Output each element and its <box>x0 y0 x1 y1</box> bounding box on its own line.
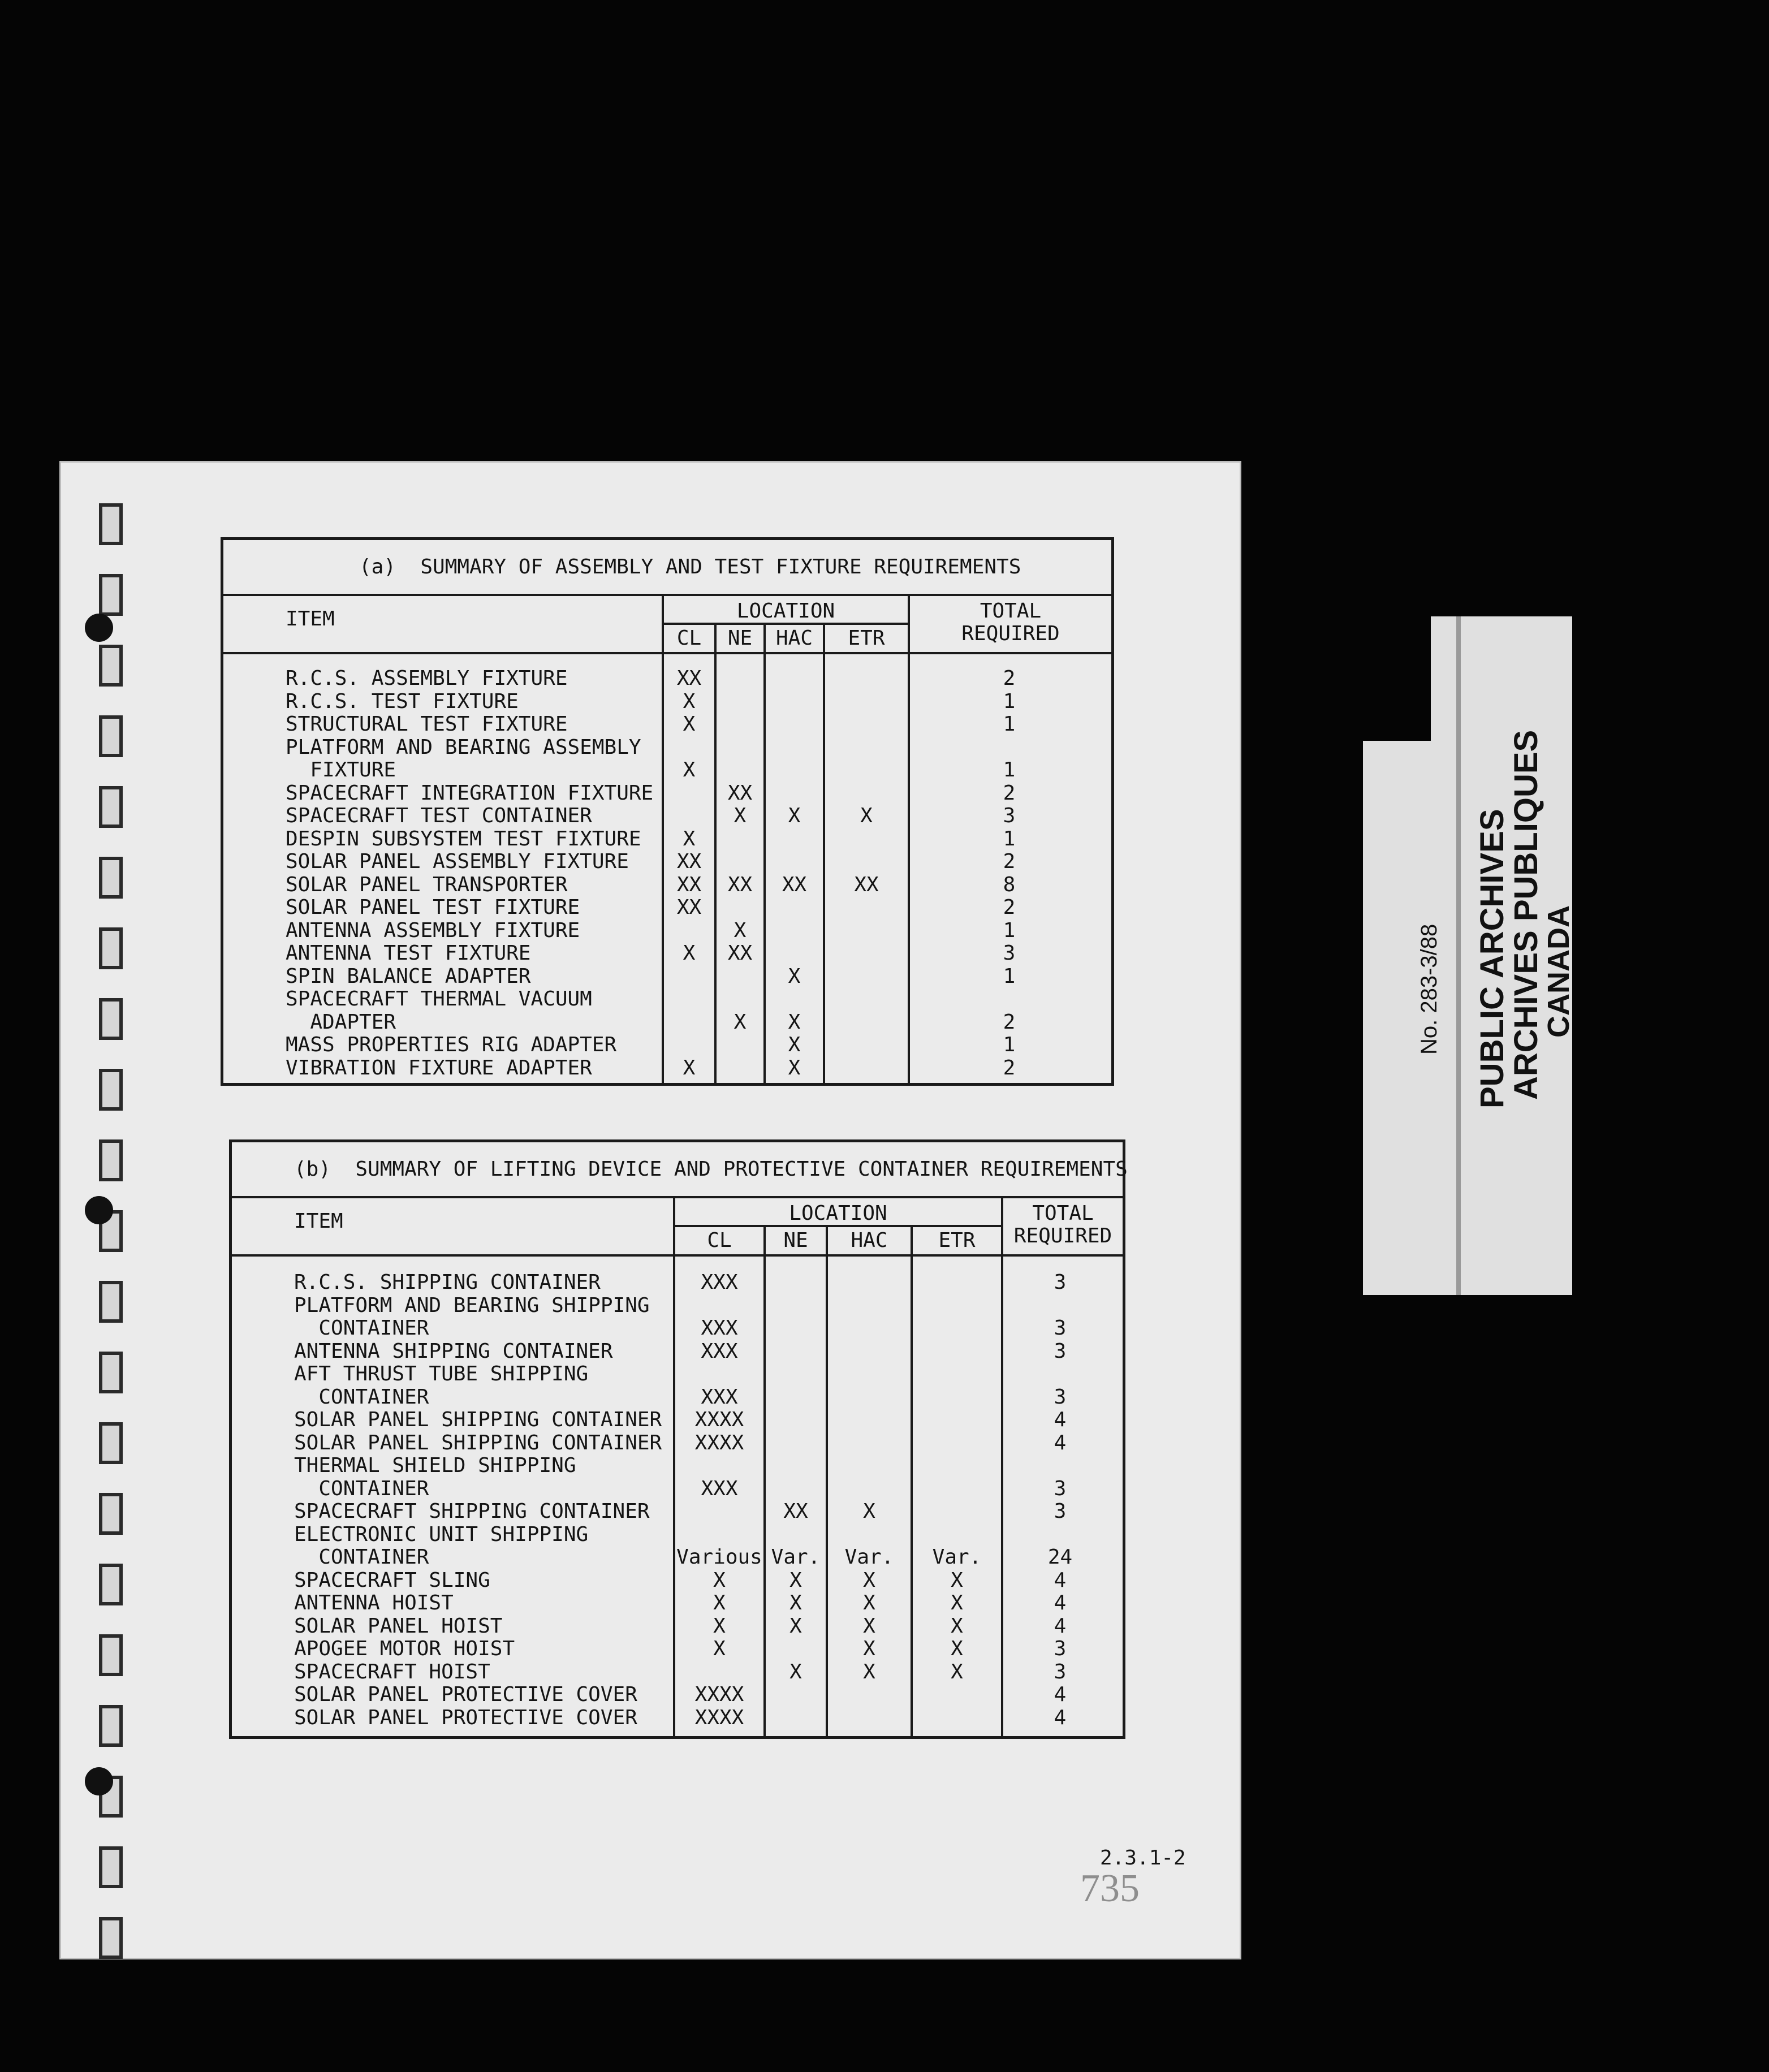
archive-reference: No. 283-3/88 <box>1417 923 1442 1055</box>
row-total: 4 <box>1054 1431 1067 1454</box>
row-total: 3 <box>1054 1637 1067 1660</box>
row-hac: XX <box>782 873 807 896</box>
row-ne: X <box>734 918 747 942</box>
row-ne: XX <box>727 873 753 896</box>
row-total: 2 <box>1003 667 1016 690</box>
row-total: 1 <box>1003 918 1016 942</box>
row-cl: XXX <box>701 1477 738 1500</box>
binder-hole <box>99 1846 123 1888</box>
row-item: R.C.S. ASSEMBLY FIXTURE <box>286 667 568 690</box>
row-total: 3 <box>1054 1385 1067 1409</box>
row-cl: XX <box>676 850 702 873</box>
row-item: SOLAR PANEL TRANSPORTER <box>286 873 568 896</box>
row-hac: X <box>788 1010 801 1034</box>
row-total: 1 <box>1003 713 1016 736</box>
binder-hole <box>99 645 123 687</box>
row-hac: X <box>788 804 801 827</box>
archive-line1: PUBLIC ARCHIVES <box>1474 809 1511 1108</box>
row-etr: X <box>951 1591 963 1615</box>
row-ne: X <box>789 1614 802 1638</box>
table-a-title: (a) SUMMARY OF ASSEMBLY AND TEST FIXTURE REQUIREMENTS <box>223 540 1111 596</box>
row-total: 2 <box>1003 1056 1016 1080</box>
row-total: 3 <box>1003 804 1016 827</box>
row-ne: X <box>734 1010 747 1034</box>
row-cl: XX <box>676 667 702 690</box>
row-item: VIBRATION FIXTURE ADAPTER <box>286 1056 592 1080</box>
archive-line2: ARCHIVES PUBLIQUES <box>1508 729 1544 1100</box>
row-item: STRUCTURAL TEST FIXTURE <box>286 713 568 736</box>
row-ne: X <box>734 804 747 827</box>
row-item: SPACECRAFT SLING <box>294 1568 490 1592</box>
row-item: R.C.S. TEST FIXTURE <box>286 689 519 713</box>
row-item: SPACECRAFT SHIPPING CONTAINER <box>294 1500 650 1523</box>
row-item: PLATFORM AND BEARING ASSEMBLY <box>286 735 641 759</box>
row-cl: X <box>683 1056 696 1080</box>
binder-hole <box>99 1281 123 1323</box>
binder-hole <box>99 998 123 1040</box>
row-total: 1 <box>1003 964 1016 988</box>
row-item: ANTENNA TEST FIXTURE <box>286 942 531 965</box>
total-header-line2: REQUIRED <box>1013 1224 1112 1247</box>
row-cl: X <box>683 827 696 851</box>
row-item: SPIN BALANCE ADAPTER <box>286 964 531 988</box>
row-item: SPACECRAFT TEST CONTAINER <box>286 804 592 827</box>
row-total: 3 <box>1054 1660 1067 1684</box>
row-item: CONTAINER <box>294 1385 429 1409</box>
archive-line3: CANADA <box>1542 905 1576 1038</box>
row-total: 3 <box>1054 1316 1067 1340</box>
row-cl: X <box>683 689 696 713</box>
row-cl: X <box>713 1591 726 1615</box>
page-number: 2.3.1-2 <box>1100 1846 1186 1870</box>
document-page <box>59 461 1241 1959</box>
row-cl: X <box>683 758 696 782</box>
binder-hole <box>99 715 123 757</box>
binder-hole <box>99 1917 123 1959</box>
row-ne: X <box>789 1568 802 1592</box>
row-item: SOLAR PANEL SHIPPING CONTAINER <box>294 1431 662 1454</box>
row-cl: X <box>713 1614 726 1638</box>
row-etr: X <box>951 1614 963 1638</box>
total-header <box>1003 1202 1123 1247</box>
row-item: AFT THRUST TUBE SHIPPING <box>294 1362 589 1385</box>
row-cl: XXXX <box>694 1408 744 1431</box>
row-cl: X <box>713 1637 726 1660</box>
row-hac: X <box>863 1660 875 1684</box>
row-item: R.C.S. SHIPPING CONTAINER <box>294 1271 601 1294</box>
row-item: CONTAINER <box>294 1316 429 1340</box>
row-total: 3 <box>1054 1477 1067 1500</box>
ne-header: NE <box>783 1229 808 1252</box>
row-cl: X <box>713 1568 726 1592</box>
item-header: ITEM <box>294 1210 343 1233</box>
binder-hole <box>99 503 123 545</box>
row-hac: X <box>863 1637 875 1660</box>
row-item: ANTENNA ASSEMBLY FIXTURE <box>286 918 580 942</box>
location-header: LOCATION <box>789 1202 887 1225</box>
binder-hole <box>99 1139 123 1181</box>
row-item: ANTENNA HOIST <box>294 1591 454 1615</box>
row-etr: X <box>951 1568 963 1592</box>
row-item: SOLAR PANEL HOIST <box>294 1614 503 1638</box>
row-item: MASS PROPERTIES RIG ADAPTER <box>286 1033 617 1056</box>
row-hac: X <box>863 1568 875 1592</box>
row-hac: X <box>863 1591 875 1615</box>
row-total: 3 <box>1054 1500 1067 1523</box>
row-ne: XX <box>727 942 753 965</box>
row-cl: X <box>683 713 696 736</box>
binder-hole <box>99 1069 123 1111</box>
row-total: 3 <box>1054 1271 1067 1294</box>
row-ne: Var. <box>771 1546 821 1569</box>
row-total: 1 <box>1003 1033 1016 1056</box>
row-hac: Var. <box>844 1546 894 1569</box>
row-etr: X <box>951 1637 963 1660</box>
row-ne: XX <box>727 781 753 805</box>
table-b-title: (b) SUMMARY OF LIFTING DEVICE AND PROTECTIVE CONTAINER REQUIREMENTS <box>232 1142 1123 1198</box>
row-total: 3 <box>1054 1339 1067 1363</box>
row-item: SOLAR PANEL PROTECTIVE COVER <box>294 1683 637 1706</box>
binder-hole <box>99 1705 123 1747</box>
binder-hole <box>99 1422 123 1464</box>
row-item: ANTENNA SHIPPING CONTAINER <box>294 1339 613 1363</box>
binder-ring <box>85 614 113 642</box>
row-cl: XXX <box>701 1316 738 1340</box>
row-item: SOLAR PANEL PROTECTIVE COVER <box>294 1706 637 1729</box>
binder-hole <box>99 1634 123 1676</box>
total-header <box>910 600 1111 645</box>
row-hac: X <box>788 964 801 988</box>
archive-stamp <box>1363 616 1576 1295</box>
hac-header: HAC <box>851 1229 888 1252</box>
etr-header: ETR <box>938 1229 976 1252</box>
row-item: THERMAL SHIELD SHIPPING <box>294 1454 576 1477</box>
binder-ring <box>85 1196 113 1224</box>
row-item: ADAPTER <box>286 1010 396 1034</box>
row-item: CONTAINER <box>294 1477 429 1500</box>
row-total: 2 <box>1003 896 1016 919</box>
row-total: 4 <box>1054 1591 1067 1615</box>
row-total: 1 <box>1003 827 1016 851</box>
row-hac: X <box>788 1033 801 1056</box>
row-item: APOGEE MOTOR HOIST <box>294 1637 515 1660</box>
row-cl: XX <box>676 896 702 919</box>
row-cl: Various <box>676 1546 762 1569</box>
row-item: PLATFORM AND BEARING SHIPPING <box>294 1293 650 1317</box>
binder-ring <box>85 1767 113 1795</box>
row-total: 4 <box>1054 1706 1067 1729</box>
row-cl: XXXX <box>694 1706 744 1729</box>
row-hac: X <box>863 1500 875 1523</box>
row-cl: XXX <box>701 1271 738 1294</box>
cl-header: CL <box>676 627 702 650</box>
binder-hole <box>99 574 123 616</box>
row-ne: X <box>789 1660 802 1684</box>
row-total: 2 <box>1003 850 1016 873</box>
row-etr: XX <box>854 873 879 896</box>
row-cl: X <box>683 942 696 965</box>
row-total: 2 <box>1003 781 1016 805</box>
row-hac: X <box>788 1056 801 1080</box>
row-item: CONTAINER <box>294 1546 429 1569</box>
row-item: SPACECRAFT INTEGRATION FIXTURE <box>286 781 654 805</box>
item-header: ITEM <box>286 607 335 631</box>
row-ne: X <box>789 1591 802 1615</box>
row-item: DESPIN SUBSYSTEM TEST FIXTURE <box>286 827 641 851</box>
row-cl: XXX <box>701 1339 738 1363</box>
row-etr: X <box>951 1660 963 1684</box>
row-total: 4 <box>1054 1614 1067 1638</box>
row-hac: X <box>863 1614 875 1638</box>
total-header-line1: TOTAL <box>1032 1202 1094 1225</box>
row-item: ELECTRONIC UNIT SHIPPING <box>294 1522 589 1546</box>
row-total: 3 <box>1003 942 1016 965</box>
binder-hole <box>99 1493 123 1535</box>
row-total: 8 <box>1003 873 1016 896</box>
total-header-line2: REQUIRED <box>961 622 1060 645</box>
row-item: SPACECRAFT THERMAL VACUUM <box>286 987 592 1011</box>
row-total: 1 <box>1003 689 1016 713</box>
table-b <box>229 1139 1128 1739</box>
row-total: 4 <box>1054 1408 1067 1431</box>
row-etr: Var. <box>932 1546 982 1569</box>
row-cl: XXXX <box>694 1683 744 1706</box>
row-item: SOLAR PANEL ASSEMBLY FIXTURE <box>286 850 629 873</box>
ne-header: NE <box>727 627 753 650</box>
row-total: 4 <box>1054 1568 1067 1592</box>
binder-hole <box>99 1564 123 1605</box>
hac-header: HAC <box>775 627 813 650</box>
binder-hole <box>99 1352 123 1393</box>
row-cl: XX <box>676 873 702 896</box>
row-item: FIXTURE <box>286 758 396 782</box>
row-item: SOLAR PANEL TEST FIXTURE <box>286 896 580 919</box>
row-etr: X <box>860 804 873 827</box>
table-a <box>221 537 1114 1086</box>
row-cl: XXXX <box>694 1431 744 1454</box>
binder-hole <box>99 857 123 899</box>
row-total: 2 <box>1003 1010 1016 1034</box>
row-item: SOLAR PANEL SHIPPING CONTAINER <box>294 1408 662 1431</box>
location-header: LOCATION <box>736 599 835 623</box>
row-total: 4 <box>1054 1683 1067 1706</box>
etr-header: ETR <box>848 627 885 650</box>
binder-hole <box>99 786 123 828</box>
row-ne: XX <box>783 1500 808 1523</box>
sheet-number: 735 <box>1080 1867 1140 1910</box>
row-cl: XXX <box>701 1385 738 1409</box>
row-total: 1 <box>1003 758 1016 782</box>
binder-hole <box>99 927 123 969</box>
row-item: SPACECRAFT HOIST <box>294 1660 490 1684</box>
cl-header: CL <box>707 1229 732 1252</box>
total-header-line1: TOTAL <box>980 599 1042 623</box>
row-total: 24 <box>1047 1546 1073 1569</box>
